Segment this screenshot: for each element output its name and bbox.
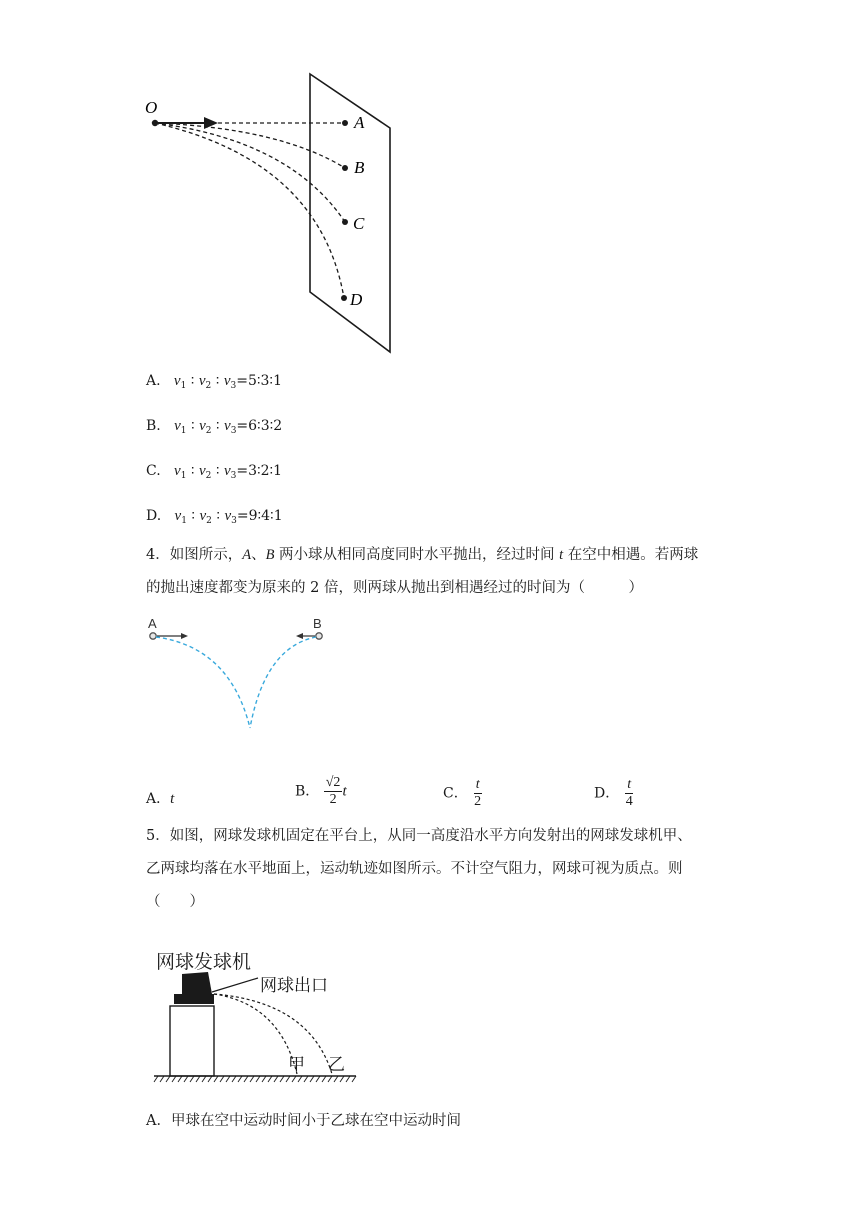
label-outlet: 网球出口 [260, 976, 328, 996]
ball-b [316, 633, 322, 639]
label-ball-a: A [148, 616, 157, 631]
trajectory-ball-b [250, 637, 316, 728]
q5-line-2: 乙两球均落在水平地面上，运动轨迹如图所示。不计空气阻力，网球可视为质点。则 [146, 861, 683, 877]
trajectory-jia [214, 994, 297, 1074]
platform [170, 1006, 214, 1076]
label-jia: 甲 [288, 1055, 305, 1075]
q5-line-1: 5．如图，网球发球机固定在平台上，从同一高度沿水平方向发射出的网球发球机甲、 [146, 828, 692, 844]
q4-line-1: 4．如图所示，A、B 两小球从相同高度同时水平抛出，经过时间 t 在空中相遇。若两球 [146, 547, 699, 563]
point-a [342, 120, 348, 126]
q4-option-b[interactable]: B． $\frac{√2}{2}$ t [295, 775, 347, 807]
arrow-a-head-icon [181, 633, 188, 639]
label-b: B [354, 158, 365, 177]
q4-option-d[interactable]: D． $\frac{t}{4}$ [594, 777, 633, 809]
trajectory-yi [214, 994, 332, 1074]
arrow-b-head-icon [296, 633, 303, 639]
trajectory-d [155, 123, 344, 298]
option-letter: A. [146, 373, 161, 389]
ball-a [150, 633, 156, 639]
q5-line-3: （ ） [146, 894, 204, 910]
label-c: C [353, 214, 365, 233]
ground-hatching [154, 1076, 356, 1082]
q5-option-a[interactable]: A．甲球在空中运动时间小于乙球在空中运动时间 [146, 1113, 461, 1129]
trajectory-ball-a [156, 637, 250, 728]
q4-option-c[interactable]: C． $\frac{t}{2}$ [443, 777, 482, 809]
label-o: O [145, 98, 158, 117]
q3-option-c[interactable]: C. $v_1$ ∶ $v_2$ ∶ $v_3=3∶2∶1$ [146, 463, 283, 481]
trajectory-c [155, 123, 345, 222]
machine-head [182, 972, 212, 994]
machine-base [174, 994, 214, 1004]
point-c [342, 219, 348, 225]
label-ball-b: B [313, 616, 322, 631]
fraction: $\frac{t}{2}$ [474, 777, 482, 809]
label-machine: 网球发球机 [156, 951, 252, 973]
q5-stem [146, 820, 726, 919]
option-letter: B. [146, 418, 161, 434]
outlet-pointer [212, 978, 258, 992]
trajectory-b [155, 123, 345, 168]
label-yi: 乙 [328, 1055, 345, 1075]
label-a: A [354, 113, 365, 132]
figure-projectile-wall [140, 66, 410, 360]
q3-option-d[interactable]: D. $v_1$ ∶ $v_2$ ∶ $v_3=9∶4∶1$ [146, 508, 283, 526]
q4-line-2: 的抛出速度都变为原来的 2 倍，则两球从抛出到相遇经过的时间为（ ） [146, 580, 643, 596]
q3-option-b[interactable]: B. $v_1$ ∶ $v_2$ ∶ $v_3=6∶3∶2$ [146, 418, 283, 436]
point-b [342, 165, 348, 171]
option-letter: C. [146, 463, 161, 479]
q4-option-a[interactable]: A．t [146, 791, 175, 807]
figure-two-balls [140, 612, 340, 734]
label-d: D [350, 290, 363, 309]
figure-tennis-machine [150, 942, 370, 1084]
option-letter: D. [146, 508, 162, 524]
q3-option-a[interactable]: A. $v_1$ ∶ $v_2$ ∶ $v_3=5∶3∶1$ [146, 373, 282, 391]
fraction: $\frac{√2}{2}$ [325, 775, 341, 807]
fraction: $\frac{t}{4}$ [625, 777, 633, 809]
q4-stem [146, 539, 726, 605]
point-d [341, 295, 347, 301]
wall-plane [310, 74, 390, 352]
